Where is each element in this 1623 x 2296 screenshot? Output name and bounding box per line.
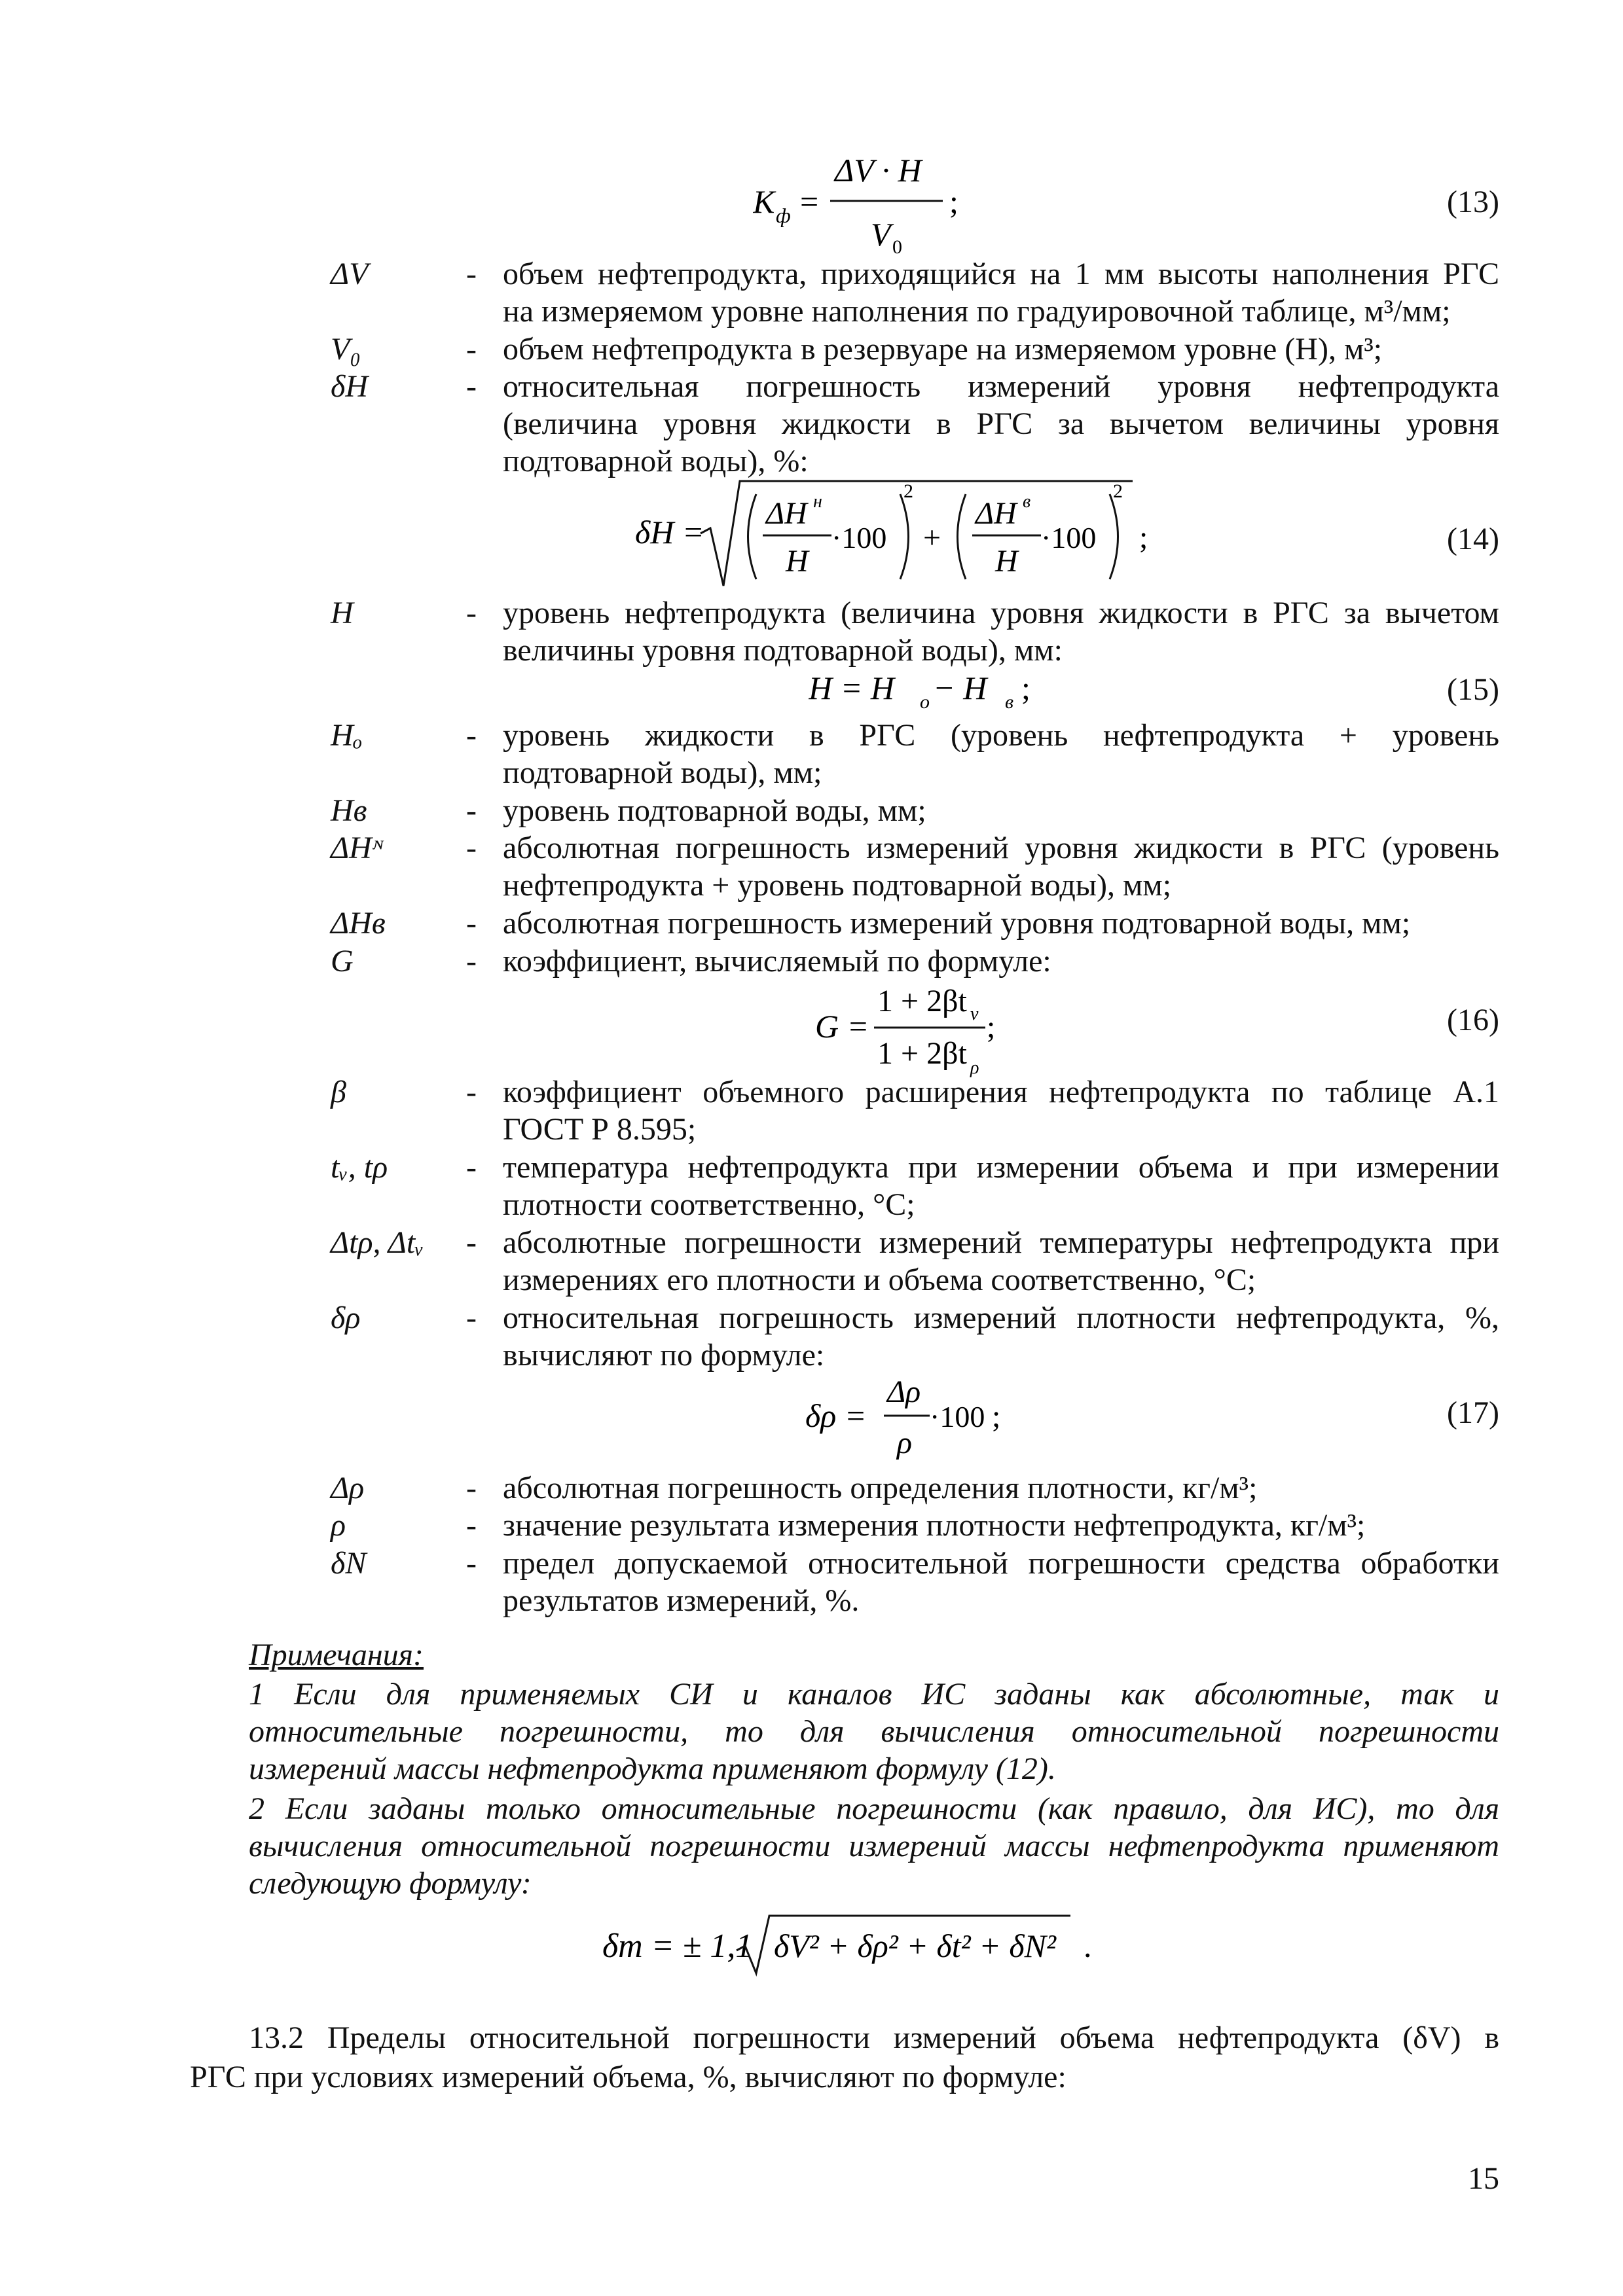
term-description: относительная погрешность измерений уровня нефтепродукта (величина уровня жидкости в РГС за вычетом величины уровня подтоварной воды), %: — [503, 369, 1499, 478]
term-symbol: ρ — [331, 1508, 346, 1543]
formula-13 — [753, 147, 989, 255]
term-symbol: Δρ — [331, 1471, 365, 1505]
term-symbol: β — [331, 1075, 346, 1109]
svg-text:·100: ·100 — [1041, 521, 1097, 554]
svg-text:2: 2 — [1113, 480, 1123, 502]
term-symbol: G — [331, 944, 354, 978]
svg-text:0: 0 — [892, 236, 902, 255]
svg-text:+: + — [923, 520, 941, 555]
term-description: объем нефтепродукта, приходящийся на 1 мм высоты наполнения РГС на измеряемом уровне наполнения по градуировочной таблице, м³/мм; — [503, 257, 1499, 329]
svg-text:·100: ·100 — [831, 521, 887, 554]
term-description: температура нефтепродукта при измерении объема и при измерении плотности соответственно, °С; — [503, 1150, 1499, 1222]
term-symbol: ΔHᶰ — [331, 831, 380, 865]
svg-text:;: ; — [1139, 520, 1148, 555]
svg-text:1 + 2βt: 1 + 2βt — [877, 984, 967, 1018]
term-description: уровень подтоварной воды, мм; — [503, 793, 926, 828]
svg-text:H: H — [995, 544, 1018, 579]
note-1: 1 Если для применяемых СИ и каналов ИС заданы как абсолютные, так и относительные погрешности, то для вычисления относительной погрешности измерений массы нефтепродукта применяют формулу (12). — [249, 1677, 1499, 1786]
term-description: уровень жидкости в РГС (уровень нефтепродукта + уровень подтоварной воды), мм; — [503, 718, 1499, 790]
term-description: коэффициент объемного расширения нефтепродукта по таблице А.1 ГОСТ Р 8.595; — [503, 1075, 1499, 1147]
equation-number-14: (14) — [1447, 522, 1499, 556]
svg-text:V: V — [871, 216, 891, 253]
term-symbol: Δtρ, Δtᵥ — [331, 1225, 424, 1260]
term-description: значение результата измерения плотности нефтепродукта, кг/м³; — [503, 1508, 1366, 1543]
svg-text:ρ: ρ — [970, 1058, 979, 1078]
svg-text:δm = ± 1,1: δm = ± 1,1 — [602, 1928, 753, 1965]
term-description: объем нефтепродукта в резервуаре на измеряемом уровне (H), м³; — [503, 332, 1383, 367]
term-description: абсолютная погрешность измерений уровня подтоварной воды, мм; — [503, 906, 1411, 941]
formula-14 — [635, 475, 1159, 596]
svg-text:ф: ф — [776, 204, 791, 227]
svg-text:G =: G = — [815, 1008, 869, 1045]
formula-mass-error — [602, 1908, 1126, 1980]
svg-text:в: в — [1005, 691, 1014, 713]
svg-text:·100: ·100 — [930, 1400, 985, 1433]
term-symbol: V₀ — [331, 332, 361, 367]
equation-number-17: (17) — [1447, 1395, 1499, 1430]
svg-text:K: K — [753, 183, 775, 220]
note-2: 2 Если заданы только относительные погрешности (как правило, для ИС), то для вычисления относительной погрешности измерений массы нефтепродукта применяют следующую формулу: — [249, 1791, 1499, 1901]
svg-text:;: ; — [992, 1399, 1001, 1434]
svg-text:v: v — [970, 1004, 979, 1024]
equation-number-15: (15) — [1447, 672, 1499, 707]
svg-text:.: . — [1084, 1928, 1092, 1964]
svg-text:δρ =: δρ = — [805, 1397, 867, 1434]
term-description: абсолютная погрешность определения плотности, кг/м³; — [503, 1471, 1258, 1505]
svg-text:δV² + δρ² + δt² + δN²: δV² + δρ² + δt² + δN² — [774, 1928, 1056, 1964]
term-symbol: ΔHв — [331, 906, 386, 941]
svg-text:2: 2 — [903, 480, 913, 502]
term-description: относительная погрешность измерений плотности нефтепродукта, %, вычисляют по формуле: — [503, 1300, 1499, 1372]
term-symbol: H — [331, 596, 354, 630]
term-description: уровень нефтепродукта (величина уровня жидкости в РГС за вычетом величины уровня подтоварной воды), мм: — [503, 596, 1499, 668]
equation-number-16: (16) — [1447, 1003, 1499, 1037]
term-symbol: ΔV — [331, 257, 369, 291]
formula-17 — [805, 1374, 1021, 1473]
svg-text:Δρ: Δρ — [887, 1374, 921, 1409]
term-description: абсолютные погрешности измерений температуры нефтепродукта при измерениях его плотности и объема соответственно, °С; — [503, 1225, 1499, 1297]
svg-text:δH =: δH = — [635, 514, 704, 550]
svg-text:о: о — [920, 691, 930, 713]
equation-number-13: (13) — [1447, 185, 1499, 219]
page-number: 15 — [1468, 2161, 1499, 2196]
svg-text:ρ: ρ — [897, 1426, 913, 1460]
term-description: предел допускаемой относительной погрешности средства обработки результатов измерений, %. — [503, 1546, 1499, 1618]
svg-text:H: H — [786, 544, 809, 579]
svg-text:в: в — [1023, 492, 1031, 512]
svg-text:;: ; — [949, 183, 958, 220]
svg-text:ΔH: ΔH — [976, 496, 1017, 531]
svg-text:H = H: H = H — [809, 670, 894, 706]
term-description: коэффициент, вычисляемый по формуле: — [503, 944, 1051, 978]
term-symbol: δρ — [331, 1300, 361, 1335]
svg-text:1 + 2βt: 1 + 2βt — [877, 1036, 967, 1071]
term-symbol: Hв — [331, 793, 367, 828]
document-page: K ф = ΔV · H V 0 ; (13) ΔV - объем нефтепродукта, приходящийся на 1 мм высоты наполнения РГС на измеряемом уровне наполнения по градуировочной таблице, м³/мм; V₀ - объем нефтепродукта в резервуаре на измеряемом уровне (H), м³; δH - относительная погрешность измерений уровня нефтепродукта (величина уровня жидкости в РГС за вычетом величины уровня подтоварной воды), %: δH = ΔH н H ·100 2 + ΔH в H ·100 2 ; (14) H - уровень нефтепродукта (величина уровня жидкости в РГС за вычетом величины уровня подтоварной воды), мм: H = H о − H в ; (15) Hₒ - уровень жидкости в РГС (уровень нефтепродукта + уровень подтоварной воды), мм; Hв - уровень подтоварной воды, мм; ΔHᶰ - абсолютная погрешность измерений уровня жидкости в РГС (уровень нефтепродукта + уровень подтоварной воды), мм; ΔHв - абсолютная погрешность измерений уровня подтоварной воды, мм; G - коэффициент, вычисляемый по формуле: G = 1 + 2βt v 1 + 2βt ρ ; (16) β - коэффициент объемного расширения нефтепродукта по таблице А.1 ГОСТ Р 8.595; tᵥ, tρ - температура нефтепродукта при измерении объема и при измерении плотности соответственно, °С; Δtρ, Δtᵥ - абсолютные погрешности измерений температуры нефтепродукта при измерениях его плотности и объема соответственно, °С; δρ - относительная погрешность измерений плотности нефтепродукта, %, вычисляют по формуле: δρ = Δρ ρ ·100 ; (17) Δρ - абсолютная погрешность определения плотности, кг/м³; ρ - значение результата измерения плотности нефтепродукта, кг/м³; δN - предел допускаемой относительной погрешности средства обработки результатов измерений, %. Примечания: 1 Если для применяемых СИ и каналов ИС заданы как абсолютные, так и относительные погрешности, то для вычисления относительной погрешности измерений массы нефтепродукта применяют формулу (12). 2 Если заданы только относительные погрешности (как правило, для ИС), то для вычисления относительной погрешности измерений массы нефтепродукта применяют следующую формулу: δm = ± 1,1 δV² + δρ² + δt² + δN² . 13.2 Пределы относительной погрешности измерений объема нефтепродукта (δV) в РГС при условиях измерений объема, %, вычисляют по формуле: 15 — [0, 0, 1623, 2296]
notes-title: Примечания: — [249, 1638, 424, 1672]
svg-text:ΔH: ΔH — [766, 496, 807, 531]
formula-16 — [815, 982, 1025, 1080]
svg-text:=: = — [800, 183, 819, 220]
svg-text:;: ; — [1021, 670, 1030, 706]
svg-text:н: н — [813, 492, 822, 512]
term-symbol: Hₒ — [331, 718, 363, 753]
paragraph-13-2-line-1: 13.2 Пределы относительной погрешности измерений объема нефтепродукта (δV) в — [249, 2020, 1499, 2055]
term-description: абсолютная погрешность измерений уровня жидкости в РГС (уровень нефтепродукта + уровень подтоварной воды), мм; — [503, 831, 1499, 903]
svg-text:− H: − H — [933, 670, 987, 706]
term-symbol: δN — [331, 1546, 367, 1581]
term-symbol: tᵥ, tρ — [331, 1150, 388, 1185]
term-symbol: δH — [331, 369, 368, 404]
paragraph-13-2-line-2: РГС при условиях измерений объема, %, вычисляют по формуле: — [190, 2060, 1067, 2094]
svg-text:ΔV · H: ΔV · H — [835, 152, 922, 188]
svg-text:;: ; — [987, 1010, 996, 1045]
formula-15 — [809, 668, 1044, 713]
